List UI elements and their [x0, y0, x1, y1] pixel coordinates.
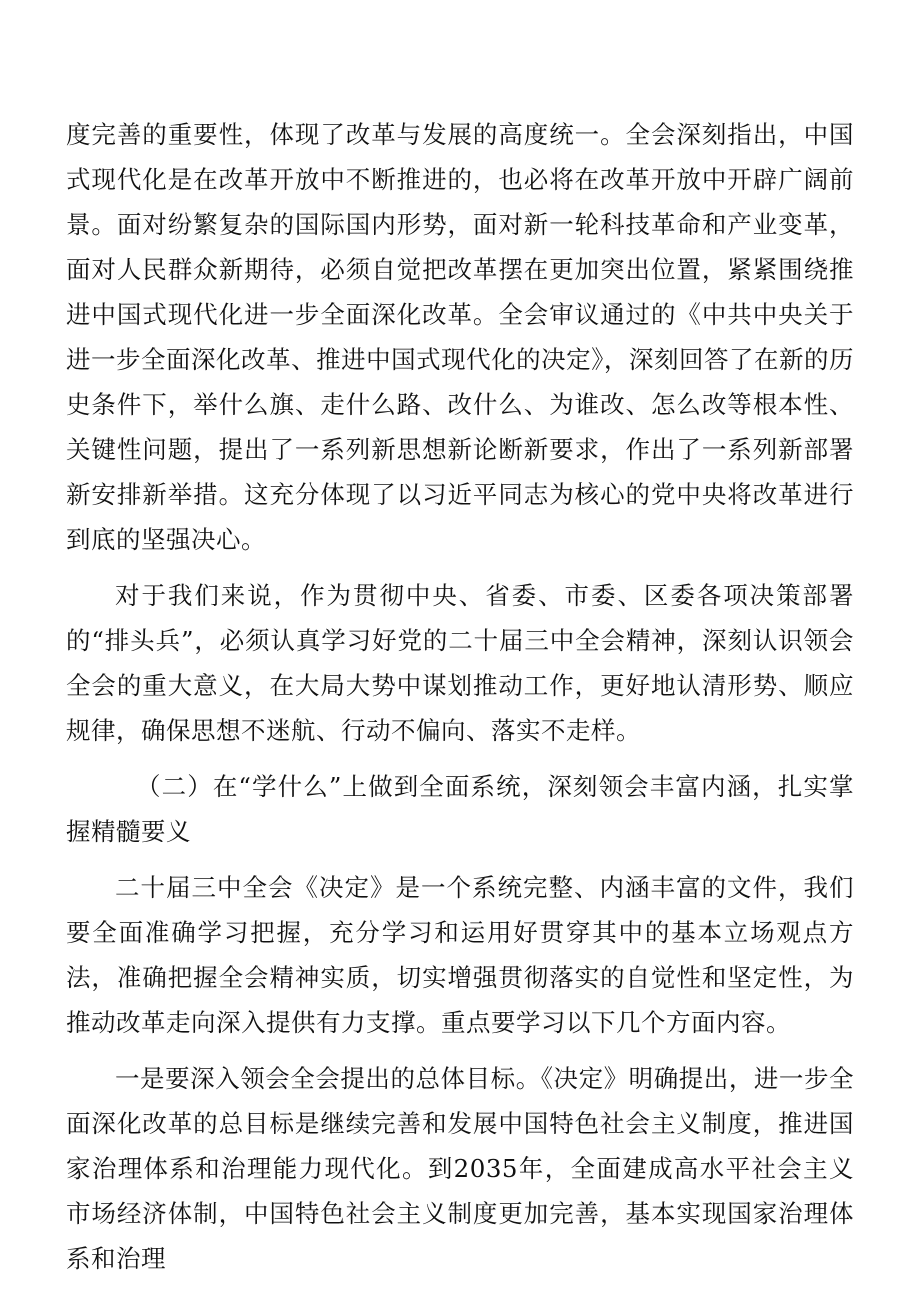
paragraph-body: 二十届三中全会《决定》是一个系统完整、内涵丰富的文件，我们要全面准确学习把握，充分学习和运用好贯穿其中的基本立场观点方法，准确把握全会精神实质，切实增强贯彻落实的自觉性和坚定性，为推动改革走向深入提供有力支撑。重点要学习以下几个方面内容。 [66, 873, 854, 1037]
paragraph-gap [66, 562, 854, 573]
paragraph-body: 一是要深入领会全会提出的总体目标。《决定》明确提出，进一步全面深化改革的总目标是继续完善和发展中国特色社会主义制度，推进国家治理体系和治理能力现代化。到2035年，全面建成高水平社会主义市场经济体制，中国特色社会主义制度更加完善，基本实现国家治理体系和治理 [66, 1064, 854, 1273]
paragraph-gap [66, 753, 854, 764]
paragraph-continuation: 度完善的重要性，体现了改革与发展的高度统一。全会深刻指出，中国式现代化是在改革开放中不断推进的，也必将在改革开放中开辟广阔前景。面对纷繁复杂的国际国内形势，面对新一轮科技革命和产业变革，面对人民群众新期待，必须自觉把改革摆在更加突出位置，紧紧围绕推进中国式现代化进一步全面深化改革。全会审议通过的《中共中央关于进一步全面深化改革、推进中国式现代化的决定》，深刻回答了在新的历史条件下，举什么旗、走什么路、改什么、为谁改、怎么改等根本性、关键性问题，提出了一系列新思想新论断新要求，作出了一系列新部署新安排新举措。这充分体现了以习近平同志为核心的党中央将改革进行到底的坚强决心。 [66, 120, 854, 554]
paragraph-gap [66, 1045, 854, 1056]
document-page [66, 112, 854, 1281]
paragraph-body: 对于我们来说，作为贯彻中央、省委、市委、区委各项决策部署的“排头兵”，必须认真学习好党的二十届三中全会精神，深刻认识领会全会的重大意义，在大局大势中谋划推动工作，更好地认清形势、顺应规律，确保思想不迷航、行动不偏向、落实不走样。 [66, 581, 854, 745]
paragraph-gap [66, 854, 854, 865]
section-heading: （二）在“学什么”上做到全面系统，深刻领会丰富内涵，扎实掌握精髓要义 [66, 772, 854, 846]
